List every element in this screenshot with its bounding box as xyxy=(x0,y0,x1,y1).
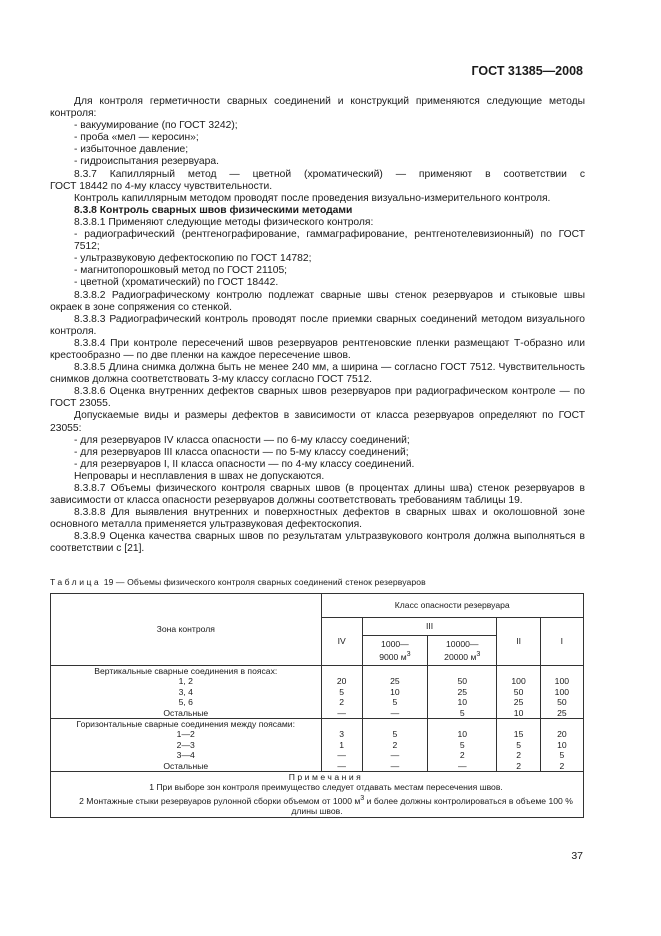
values-ii xyxy=(497,666,540,719)
paragraph-non-fusion: Непровары и несплавления в швах не допускаются. xyxy=(74,470,325,482)
list-item: - для резервуаров III класса опасности — по 5-му классу соединений; xyxy=(74,446,409,458)
unit-superscript: 3 xyxy=(406,650,411,659)
header-class-iii: III xyxy=(362,618,497,636)
note-2-text-cont: и более должны контролироваться в объеме 100 % длины швов. xyxy=(291,795,573,817)
cell-value: 20 xyxy=(336,676,347,687)
intro-paragraph: Для контроля герметичности сварных соединений и конструкций применяются следующие методы контроля: xyxy=(50,96,585,120)
cell-value: 10 xyxy=(457,729,468,740)
cell-value: 10 xyxy=(513,707,524,718)
list-item: - для резервуаров I, II класса опасности — по 4-му классу соединений. xyxy=(74,458,415,470)
paragraph-8-3-8-8: 8.3.8.8 Для выявления внутренних и поверхностных дефектов в сварных швах и околошовной зоне основного металла применяется ультразвуковая дефектоскопия. xyxy=(50,507,585,531)
notes-title: Примечания xyxy=(288,772,364,783)
list-item: - радиографический (рентгенографирование, гаммаграфирование, рентгенотелевизионный) по ГОСТ 7512; xyxy=(74,229,585,253)
cell-value: 5 xyxy=(339,686,345,697)
cell-value: 5 xyxy=(516,739,521,750)
paragraph-8-3-8-6: 8.3.8.6 Оценка внутренних дефектов сварных швов резервуаров при радиографическом контроле — по ГОСТ 23055. xyxy=(50,386,585,410)
cell-value: — xyxy=(337,707,346,718)
table-caption-text: 19 — Объемы физического контроля сварных соединений стенок резервуаров xyxy=(101,577,426,587)
values-iii-small xyxy=(362,666,427,719)
header-class-iii-large xyxy=(428,636,497,666)
cell-value: 2 xyxy=(516,750,521,761)
cell-value: 25 xyxy=(557,707,567,718)
paragraph-8-3-8-4: 8.3.8.4 При контроле пересечений швов резервуаров рентгеновские пленки размещают Т-образно или крестообразно — по две пленки на каждое пересечение швов. xyxy=(50,337,585,361)
note-1: 1 При выборе зон контроля преимущество следует отдавать местам пересечения швов. xyxy=(149,782,503,793)
cell-value: 2 xyxy=(516,760,521,771)
values-iii-large xyxy=(428,666,497,719)
cell-value: 5 xyxy=(459,707,465,718)
zone-label: 5, 6 xyxy=(178,697,193,708)
paragraph-8-3-8-3: 8.3.8.3 Радиографический контроль проводят после приемки сварных соединений методом визуального контроля. xyxy=(50,313,585,337)
paragraph-8-3-8-9: 8.3.8.9 Оценка качества сварных швов по результатам ультразвукового контроля должна выполняться в соответствии с [21]. xyxy=(50,531,585,555)
values-iv xyxy=(321,666,362,719)
unit-superscript: 3 xyxy=(476,650,481,659)
header-hazard-class: Класс опасности резервуара xyxy=(321,594,583,618)
cell-value: 10 xyxy=(557,739,567,750)
table-notes-row xyxy=(51,772,584,817)
paragraph-8-3-8-2: 8.3.8.2 Радиографическому контролю подлежат сварные швы стенок резервуаров и стыковые швы окраек в зоне сопряжения со стенкой. xyxy=(50,289,585,313)
list-item: - магнитопорошковый метод по ГОСТ 21105; xyxy=(74,265,288,277)
list-item: - вакуумирование (по ГОСТ 3242); xyxy=(74,120,238,132)
list-item: - избыточное давление; xyxy=(74,144,189,156)
cell-value: 25 xyxy=(390,676,400,687)
cell-value: 50 xyxy=(557,697,567,708)
zone-label: 1—2 xyxy=(176,729,195,740)
cell-value: 5 xyxy=(392,697,398,708)
group-title: Горизонтальные сварные соединения между поясами: xyxy=(76,719,295,730)
paragraph-8-3-8-1: 8.3.8.1 Применяют следующие методы физического контроля: xyxy=(74,216,374,228)
values-iii-small xyxy=(362,719,427,772)
cell-value: 50 xyxy=(513,686,524,697)
zone-label: 3—4 xyxy=(176,750,195,761)
zone-label: 1, 2 xyxy=(178,676,193,687)
header-class-i: I xyxy=(540,618,583,666)
group-title: Вертикальные сварные соединения в поясах: xyxy=(94,666,278,676)
cell-value: 10 xyxy=(390,686,400,697)
page-number: 37 xyxy=(571,850,583,862)
cell-value: — xyxy=(390,760,400,771)
list-item: - цветной (хроматический) по ГОСТ 18442. xyxy=(74,277,279,289)
zone-label: Остальные xyxy=(163,760,209,771)
zone-cell-horizontal xyxy=(51,719,322,772)
table-notes xyxy=(51,772,584,817)
cell-value: — xyxy=(390,707,400,718)
cell-value: 10 xyxy=(457,697,468,708)
cell-value: — xyxy=(337,760,346,771)
header-volume-range: 10000— xyxy=(446,638,479,649)
table-caption xyxy=(50,577,426,587)
zone-label: Остальные xyxy=(163,707,209,718)
list-item: - гидроиспытания резервуара. xyxy=(74,156,219,168)
cell-value: 2 xyxy=(339,697,345,708)
table-row xyxy=(51,666,584,719)
body-text xyxy=(50,96,585,556)
note-2-text: 2 Монтажные стыки резервуаров рулонной сборки объемом от 1000 м xyxy=(79,795,361,806)
paragraph-8-3-8-5: 8.3.8.5 Длина снимка должна быть не менее 240 мм, а ширина — согласно ГОСТ 7512. Чувствительность снимков должна соответствовать 3-му классу согласно ГОСТ 7512. xyxy=(50,362,585,386)
header-volume-range: 9000 xyxy=(379,651,399,662)
section-heading-8-3-8: 8.3.8 Контроль сварных швов физическими методами xyxy=(74,204,353,216)
list-item: - ультразвуковую дефектоскопию по ГОСТ 14782; xyxy=(74,253,312,265)
cell-value: — xyxy=(457,760,467,771)
cell-value: 100 xyxy=(554,686,570,697)
document-header: ГОСТ 31385—2008 xyxy=(471,64,583,78)
cell-value: 3 xyxy=(339,729,345,740)
table-row xyxy=(51,719,584,772)
cell-value: 1 xyxy=(339,739,345,750)
inspection-volume-table xyxy=(50,593,584,818)
cell-value: 20 xyxy=(557,729,567,740)
zone-label: 2—3 xyxy=(176,739,195,750)
note-2 xyxy=(54,793,580,817)
cell-value: 25 xyxy=(457,686,468,697)
header-class-iii-small xyxy=(362,636,427,666)
table-caption-word: Таблица xyxy=(50,577,102,587)
header-volume-range: 1000— xyxy=(381,638,409,649)
zone-label: 3, 4 xyxy=(178,686,193,697)
cell-value: 15 xyxy=(513,729,524,740)
note-2-superscript: 3 xyxy=(360,793,365,802)
values-ii xyxy=(497,719,540,772)
header-volume-range: 20000 xyxy=(444,651,469,662)
unit: м xyxy=(400,651,407,662)
cell-value: 5 xyxy=(459,739,465,750)
cell-value: 2 xyxy=(392,739,398,750)
cell-value: 100 xyxy=(554,676,570,687)
cell-value: 100 xyxy=(511,676,526,687)
cell-value: 5 xyxy=(559,750,565,761)
paragraph-capillary: Контроль капиллярным методом проводят после проведения визуально-измерительного контроля. xyxy=(74,192,551,204)
values-iii-large xyxy=(428,719,497,772)
values-iv xyxy=(321,719,362,772)
paragraph-8-3-7: 8.3.7 Капиллярный метод — цветной (хроматический) — применяют в соответствии с xyxy=(74,168,585,180)
cell-value: — xyxy=(337,750,346,761)
cell-value: 25 xyxy=(513,697,524,708)
cell-value: 5 xyxy=(392,729,398,740)
unit: м xyxy=(470,651,477,662)
header-class-iv: IV xyxy=(321,618,362,666)
cell-value: 50 xyxy=(457,676,468,687)
list-item: - проба «мел — керосин»; xyxy=(74,132,199,144)
list-item: - для резервуаров IV класса опасности — по 6-му классу соединений; xyxy=(74,434,410,446)
cell-value: — xyxy=(390,750,400,761)
cell-value: 2 xyxy=(459,750,465,761)
zone-cell-vertical xyxy=(51,666,322,719)
paragraph-8-3-8-7: 8.3.8.7 Объемы физического контроля сварных швов (в процентах длины шва) стенок резервуаров в зависимости от класса опасности резервуаров должны соответствовать требованиям таблицы 19. xyxy=(50,483,585,507)
header-class-ii: II xyxy=(497,618,540,666)
values-i xyxy=(540,719,583,772)
paragraph-defects: Допускаемые виды и размеры дефектов в зависимости от класса резервуаров определяют по ГОСТ 23055: xyxy=(50,410,585,434)
header-zone: Зона контроля xyxy=(51,594,322,666)
cell-value: 2 xyxy=(559,760,565,771)
paragraph-8-3-7-cont: ГОСТ 18442 по 4-му классу чувствительности. xyxy=(50,180,273,192)
values-i xyxy=(540,666,583,719)
